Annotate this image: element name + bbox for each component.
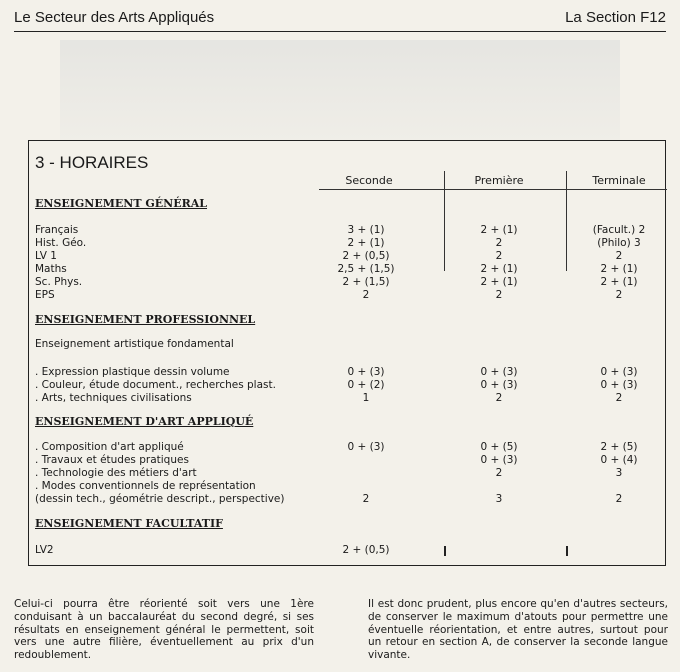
table-row [29,276,665,288]
cell-seconde: 2 [362,289,370,301]
row-label: . Expression plastique dessin volume [35,366,230,378]
table-row [29,289,665,301]
row-label: Sc. Phys. [35,276,83,288]
row-label: (dessin tech., géométrie descript., perspective) [35,493,285,505]
cell-premiere: 0 + (3) [480,366,518,378]
header-right-title: La Section F12 [565,9,666,26]
row-label: LV2 [35,544,54,556]
row-label: . Arts, techniques civilisations [35,392,192,404]
table-row [29,366,665,378]
cell-seconde: 0 + (2) [347,379,385,391]
cell-terminale: 2 + (1) [600,276,638,288]
table-row [29,493,665,505]
cell-terminale: (Philo) 3 [597,237,641,249]
column-tick-2 [566,546,568,556]
cell-terminale: 2 + (1) [600,263,638,275]
subheading-artistique: Enseignement artistique fondamental [35,338,234,350]
row-label: . Couleur, étude document., recherches plast. [35,379,276,391]
cell-premiere: 2 + (1) [480,224,518,236]
table-row [29,454,665,466]
cell-terminale: 2 [615,392,623,404]
row-label: Français [35,224,79,236]
background-bleed [60,40,620,140]
cell-premiere: 0 + (5) [480,441,518,453]
row-label: . Composition d'art appliqué [35,441,184,453]
cell-premiere: 3 [495,493,503,505]
table-row [29,379,665,391]
table-row [29,392,665,404]
horaires-table [28,140,666,566]
table-row [29,480,665,492]
row-label: . Modes conventionnels de représentation [35,480,256,492]
row-label: Maths [35,263,67,275]
row-label: LV 1 [35,250,57,262]
cell-premiere: 0 + (3) [480,454,518,466]
cell-premiere: 2 [495,250,503,262]
table-row [29,263,665,275]
section-title: 3 - HORAIRES [35,153,149,172]
cell-seconde: 3 + (1) [347,224,385,236]
cell-terminale: 2 [615,250,623,262]
cell-seconde: 2 + (1,5) [342,276,390,288]
cell-terminale: 0 + (3) [600,366,638,378]
cell-seconde: 1 [362,392,370,404]
cell-premiere: 2 [495,392,503,404]
header-rule [14,31,666,32]
row-label: Hist. Géo. [35,237,87,249]
cell-premiere: 0 + (3) [480,379,518,391]
table-row [29,250,665,262]
column-header-premiere: Première [474,174,524,187]
cell-premiere: 2 [495,237,503,249]
row-label: . Technologie des métiers d'art [35,467,197,479]
column-header-seconde: Seconde [345,174,393,187]
column-header-terminale: Terminale [592,174,646,187]
heading-professionnel: ENSEIGNEMENT PROFESSIONNEL [35,313,256,326]
paragraph-left: Celui-ci pourra être réorienté soit vers une 1ère conduisant à un baccalauréat du second degré, si ses résultats en enseignement général le permettent, soit vers une autre filière, éventuellement au prix d'un redoublement. [14,598,314,662]
row-label: . Travaux et études pratiques [35,454,189,466]
header-left-title: Le Secteur des Arts Appliqués [14,9,215,26]
cell-terminale: 3 [615,467,623,479]
cell-seconde: 2 [362,493,370,505]
column-tick-1 [444,546,446,556]
cell-terminale: 2 + (5) [600,441,638,453]
cell-seconde: 2 + (1) [347,237,385,249]
table-row [29,224,665,236]
heading-art-applique: ENSEIGNEMENT D'ART APPLIQUÉ [35,415,254,428]
table-row [29,544,665,556]
cell-terminale: 2 [615,289,623,301]
paragraph-right: Il est donc prudent, plus encore qu'en d'autres secteurs, de conserver le maximum d'atouts pour permettre une éventuelle réorientation, et entre autres, surtout pour un retour en section A, de conserver la seconde langue vivante. [368,598,668,662]
cell-seconde: 2,5 + (1,5) [337,263,395,275]
page-header [8,6,666,32]
cell-seconde: 2 + (0,5) [342,544,390,556]
cell-terminale: 0 + (4) [600,454,638,466]
cell-premiere: 2 + (1) [480,263,518,275]
cell-terminale: (Facult.) 2 [592,224,646,236]
cell-seconde: 2 + (0,5) [342,250,390,262]
table-row [29,467,665,479]
cell-premiere: 2 [495,467,503,479]
row-label: EPS [35,289,55,301]
heading-general: ENSEIGNEMENT GÉNÉRAL [35,197,208,210]
cell-terminale: 0 + (3) [600,379,638,391]
cell-premiere: 2 [495,289,503,301]
cell-terminale: 2 [615,493,623,505]
header-underline [319,189,667,190]
cell-seconde: 0 + (3) [347,441,385,453]
cell-premiere: 2 + (1) [480,276,518,288]
heading-facultatif: ENSEIGNEMENT FACULTATIF [35,517,223,530]
table-row [29,441,665,453]
cell-seconde: 0 + (3) [347,366,385,378]
table-row [29,237,665,249]
